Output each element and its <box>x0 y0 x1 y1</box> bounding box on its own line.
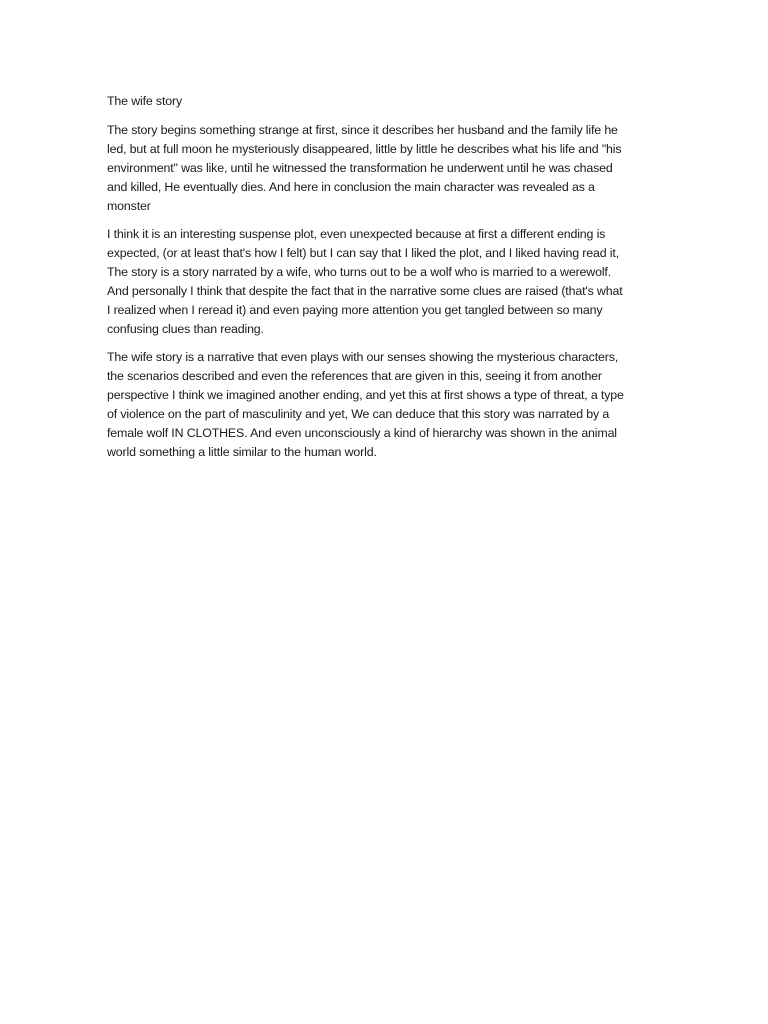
paragraph-line: perspective I think we imagined another ending, and yet this at first shows a type of threat, a type <box>107 388 624 402</box>
paragraph-1 <box>107 121 667 216</box>
paragraph-line: monster <box>107 199 151 213</box>
paragraph-3 <box>107 348 667 462</box>
paragraph-line: And personally I think that despite the fact that in the narrative some clues are raised (that's what <box>107 284 623 298</box>
paragraph-line: The story is a story narrated by a wife, who turns out to be a wolf who is married to a werewolf. <box>107 265 612 279</box>
paragraph-line: The wife story is a narrative that even plays with our senses showing the mysterious characters, <box>107 350 619 364</box>
paragraph-line: I realized when I reread it) and even paying more attention you get tangled between so many <box>107 303 603 317</box>
paragraph-2 <box>107 225 667 339</box>
paragraph-line: led, but at full moon he mysteriously disappeared, little by little he describes what his life and "his <box>107 142 622 156</box>
document-title: The wife story <box>107 94 183 108</box>
paragraph-line: and killed, He eventually dies. And here in conclusion the main character was revealed as a <box>107 180 595 194</box>
paragraph-line: environment" was like, until he witnessed the transformation he underwent until he was chased <box>107 161 613 175</box>
document-body <box>107 92 667 471</box>
paragraph-line: the scenarios described and even the references that are given in this, seeing it from another <box>107 369 602 383</box>
paragraph-line: confusing clues than reading. <box>107 322 264 336</box>
paragraph-line: expected, (or at least that's how I felt) but I can say that I liked the plot, and I liked having read it, <box>107 246 619 260</box>
paragraph-line: I think it is an interesting suspense plot, even unexpected because at first a different ending is <box>107 227 606 241</box>
paragraph-line: The story begins something strange at first, since it describes her husband and the family life he <box>107 123 618 137</box>
paragraph-line: female wolf IN CLOTHES. And even unconsciously a kind of hierarchy was shown in the animal <box>107 426 617 440</box>
paragraph-line: of violence on the part of masculinity and yet, We can deduce that this story was narrated by a <box>107 407 610 421</box>
paragraph-line: world something a little similar to the human world. <box>107 445 377 459</box>
